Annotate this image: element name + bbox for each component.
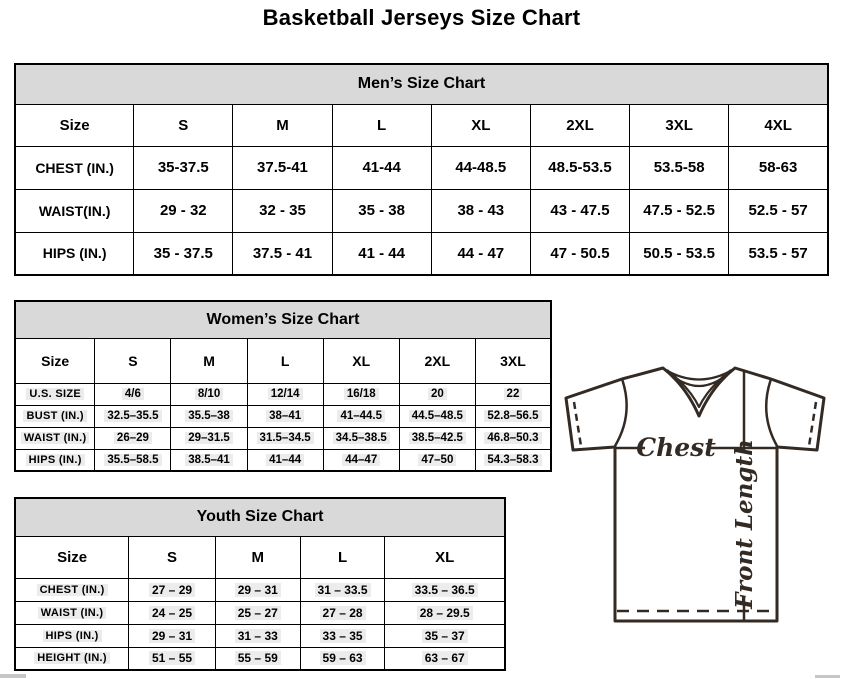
cell: 35 - 38 — [332, 189, 431, 232]
cell: 37.5-41 — [233, 146, 332, 189]
size-column-header: Size — [15, 536, 129, 578]
column-header: 4XL — [729, 104, 828, 146]
cell: 46.8–50.3 — [475, 427, 551, 449]
column-header: 3XL — [475, 338, 551, 383]
youth-table-title: Youth Size Chart — [15, 498, 505, 536]
table-row — [15, 427, 551, 449]
cell: 50.5 - 53.5 — [630, 232, 729, 275]
cell: 44 - 47 — [431, 232, 530, 275]
cell: 27 – 28 — [300, 601, 385, 624]
row-label: HIPS (IN.) — [15, 232, 134, 275]
cell: 44-48.5 — [431, 146, 530, 189]
cell: 31.5–34.5 — [247, 427, 323, 449]
table-row — [15, 232, 828, 275]
cell: 52.8–56.5 — [475, 405, 551, 427]
column-header: L — [332, 104, 431, 146]
row-label: WAIST (IN.) — [15, 427, 95, 449]
cell: 12/14 — [247, 383, 323, 405]
cell: 29–31.5 — [171, 427, 247, 449]
column-header: S — [129, 536, 216, 578]
row-label: WAIST(IN.) — [15, 189, 134, 232]
cell: 52.5 - 57 — [729, 189, 828, 232]
jersey-icon — [548, 360, 838, 632]
table-row — [15, 624, 505, 647]
table-row — [15, 449, 551, 471]
cell: 28 – 29.5 — [385, 601, 505, 624]
column-header: M — [215, 536, 300, 578]
column-header: XL — [323, 338, 399, 383]
cell: 31 – 33.5 — [300, 578, 385, 601]
column-header: 3XL — [630, 104, 729, 146]
cell: 20 — [399, 383, 475, 405]
row-label: CHEST (IN.) — [15, 146, 134, 189]
row-label: HIPS (IN.) — [15, 624, 129, 647]
row-label: HEIGHT (IN.) — [15, 647, 129, 670]
cell: 48.5-53.5 — [530, 146, 629, 189]
table-row — [15, 146, 828, 189]
table-row — [15, 405, 551, 427]
youth-size-table — [14, 497, 506, 671]
cell: 55 – 59 — [215, 647, 300, 670]
cell: 33.5 – 36.5 — [385, 578, 505, 601]
cell: 47–50 — [399, 449, 475, 471]
cell: 51 – 55 — [129, 647, 216, 670]
cell: 24 – 25 — [129, 601, 216, 624]
cell: 43 - 47.5 — [530, 189, 629, 232]
column-header: L — [247, 338, 323, 383]
cell: 29 - 32 — [134, 189, 233, 232]
cell: 63 – 67 — [385, 647, 505, 670]
cell: 4/6 — [95, 383, 171, 405]
cell: 44–47 — [323, 449, 399, 471]
cell: 59 – 63 — [300, 647, 385, 670]
womens-size-table — [14, 300, 552, 472]
cell: 41–44.5 — [323, 405, 399, 427]
column-header: S — [95, 338, 171, 383]
column-header: 2XL — [399, 338, 475, 383]
column-header: XL — [431, 104, 530, 146]
cell: 53.5-58 — [630, 146, 729, 189]
row-label: BUST (IN.) — [15, 405, 95, 427]
mens-table-title: Men’s Size Chart — [15, 64, 828, 104]
cell: 35 - 37.5 — [134, 232, 233, 275]
cell: 37.5 - 41 — [233, 232, 332, 275]
table-row — [15, 647, 505, 670]
jersey-measurement-diagram — [548, 360, 838, 632]
row-label: CHEST (IN.) — [15, 578, 129, 601]
front-length-label: Front Length — [731, 439, 758, 609]
cell: 53.5 - 57 — [729, 232, 828, 275]
cell: 25 – 27 — [215, 601, 300, 624]
cell: 35 – 37 — [385, 624, 505, 647]
womens-table-title: Women’s Size Chart — [15, 301, 551, 338]
row-label: HIPS (IN.) — [15, 449, 95, 471]
cell: 32 - 35 — [233, 189, 332, 232]
table-row — [15, 578, 505, 601]
cell: 58-63 — [729, 146, 828, 189]
row-label: U.S. SIZE — [15, 383, 95, 405]
column-header: S — [134, 104, 233, 146]
cell: 41-44 — [332, 146, 431, 189]
cell: 35.5–58.5 — [95, 449, 171, 471]
cell: 34.5–38.5 — [323, 427, 399, 449]
size-column-header: Size — [15, 104, 134, 146]
cell: 35.5–38 — [171, 405, 247, 427]
jersey-outline — [566, 368, 824, 621]
cell: 38.5–41 — [171, 449, 247, 471]
cell: 41–44 — [247, 449, 323, 471]
cell: 31 – 33 — [215, 624, 300, 647]
cell: 16/18 — [323, 383, 399, 405]
cell: 35-37.5 — [134, 146, 233, 189]
cell: 44.5–48.5 — [399, 405, 475, 427]
size-column-header: Size — [15, 338, 95, 383]
table-row — [15, 383, 551, 405]
cell: 27 – 29 — [129, 578, 216, 601]
scrollbar-fragment-left[interactable] — [0, 674, 26, 678]
cell: 32.5–35.5 — [95, 405, 171, 427]
page-title: Basketball Jerseys Size Chart — [262, 5, 581, 30]
table-row — [15, 189, 828, 232]
cell: 54.3–58.3 — [475, 449, 551, 471]
column-header: L — [300, 536, 385, 578]
cell: 47 - 50.5 — [530, 232, 629, 275]
cell: 26–29 — [95, 427, 171, 449]
cell: 41 - 44 — [332, 232, 431, 275]
cell: 8/10 — [171, 383, 247, 405]
row-label: WAIST (IN.) — [15, 601, 129, 624]
cell: 29 – 31 — [215, 578, 300, 601]
mens-size-table — [14, 63, 829, 276]
scrollbar-fragment-right[interactable] — [815, 675, 840, 678]
cell: 38 - 43 — [431, 189, 530, 232]
table-row — [15, 601, 505, 624]
cell: 29 – 31 — [129, 624, 216, 647]
chest-label: Chest — [636, 433, 716, 462]
column-header: 2XL — [530, 104, 629, 146]
column-header: M — [233, 104, 332, 146]
column-header: XL — [385, 536, 505, 578]
cell: 38.5–42.5 — [399, 427, 475, 449]
cell: 38–41 — [247, 405, 323, 427]
column-header: M — [171, 338, 247, 383]
cell: 22 — [475, 383, 551, 405]
cell: 33 – 35 — [300, 624, 385, 647]
cell: 47.5 - 52.5 — [630, 189, 729, 232]
